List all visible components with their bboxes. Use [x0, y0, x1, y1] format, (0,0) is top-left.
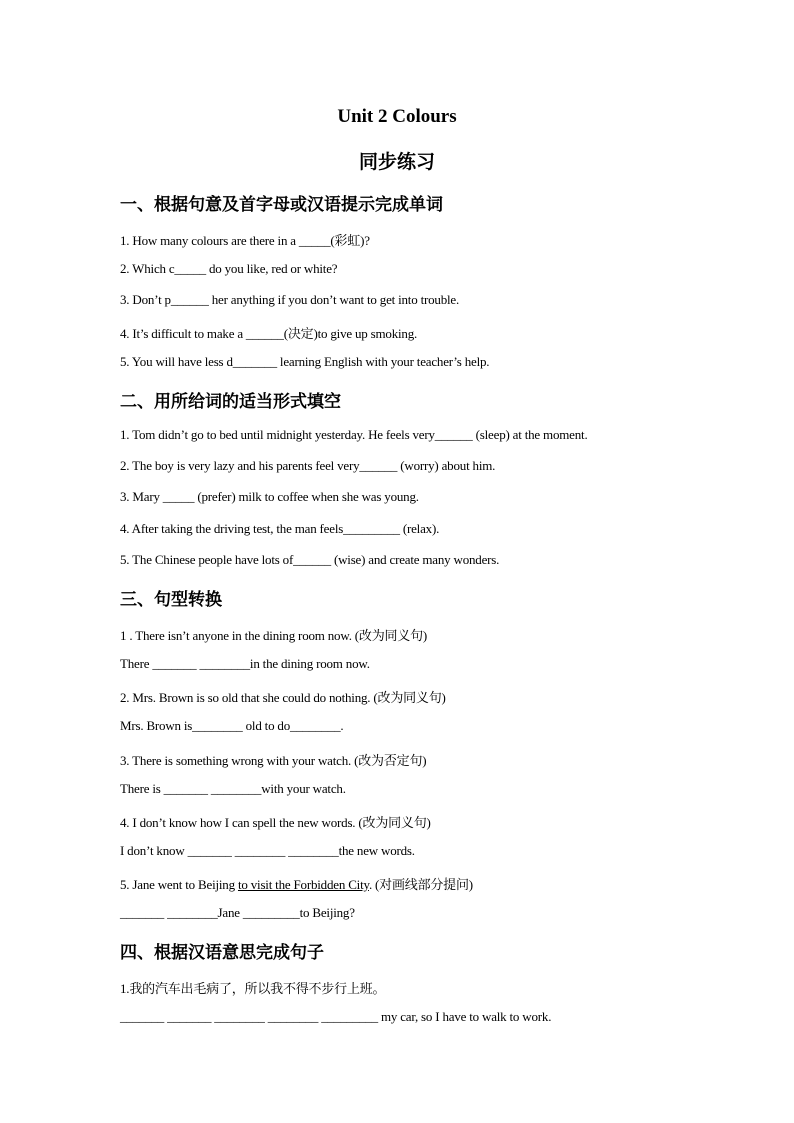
- page-title: Unit 2 Colours: [337, 106, 457, 127]
- question-line: 3. There is something wrong with your watch. (改为否定句): [120, 753, 427, 768]
- question-suffix: . (对画线部分提问): [368, 877, 473, 892]
- answer-line: _______ ________Jane _________to Beijing?: [120, 905, 355, 920]
- answer-line: _______ _______ ________ ________ _________ my car, so I have to walk to work.: [120, 1009, 552, 1024]
- page-subtitle: 同步练习: [358, 151, 435, 173]
- question-line: 4. I don’t know how I can spell the new words. (改为同义句): [120, 815, 431, 830]
- question-prefix: 5. Jane went to Beijing: [120, 877, 238, 892]
- question-line: 1. Tom didn’t go to bed until midnight yesterday. He feels very______ (sleep) at the moment.: [120, 427, 588, 442]
- underlined-phrase: to visit the Forbidden City: [237, 877, 369, 892]
- question-line: 2. The boy is very lazy and his parents feel very______ (worry) about him.: [120, 458, 496, 473]
- question-line: 3. Don’t p______ her anything if you don’t want to get into trouble.: [120, 292, 460, 307]
- question-line: 4. After taking the driving test, the man feels_________ (relax).: [120, 521, 440, 536]
- answer-line: There is _______ ________with your watch.: [120, 781, 346, 796]
- question-line: 1. How many colours are there in a _____(彩虹)?: [120, 233, 370, 248]
- section-heading-4: 四、根据汉语意思完成句子: [120, 943, 324, 963]
- section-heading-3: 三、句型转换: [120, 590, 222, 610]
- section-heading-1: 一、根据句意及首字母或汉语提示完成单词: [120, 195, 443, 215]
- question-line: 5. The Chinese people have lots of______ (wise) and create many wonders.: [120, 552, 500, 567]
- section-heading-2: 二、用所给词的适当形式填空: [120, 392, 341, 412]
- question-line: 2. Mrs. Brown is so old that she could do nothing. (改为同义句): [120, 690, 446, 705]
- answer-line: Mrs. Brown is________ old to do________.: [120, 718, 344, 733]
- question-line: 1.我的汽车出毛病了，所以我不得不步行上班。: [120, 981, 386, 996]
- question-line: 1 . There isn’t anyone in the dining room now. (改为同义句): [120, 628, 428, 643]
- question-line: [120, 874, 473, 893]
- question-line: 2. Which c_____ do you like, red or white?: [120, 261, 338, 276]
- question-line: 5. You will have less d_______ learning English with your teacher’s help.: [120, 354, 490, 369]
- answer-line: I don’t know _______ ________ ________the new words.: [120, 843, 415, 858]
- question-line: 3. Mary _____ (prefer) milk to coffee when she was young.: [120, 489, 419, 504]
- answer-line: There _______ ________in the dining room now.: [120, 656, 370, 671]
- question-line: 4. It’s difficult to make a ______(决定)to give up smoking.: [120, 326, 418, 341]
